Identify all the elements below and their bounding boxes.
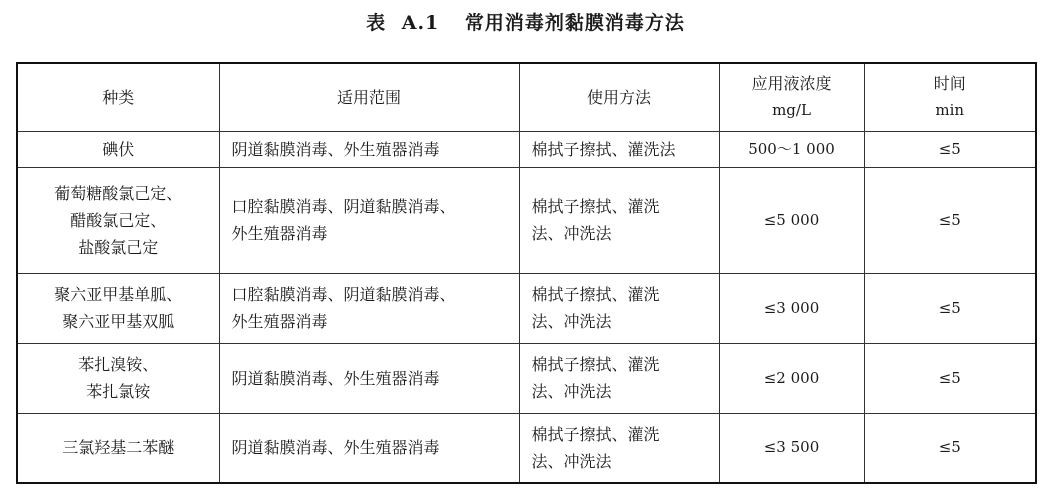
table-row xyxy=(17,131,1036,167)
time-cell: ≤5 xyxy=(864,167,1036,273)
header-time-label: 时间 xyxy=(933,74,966,94)
method-cell-line: 棉拭子擦拭、灌洗 xyxy=(531,285,660,304)
table-row xyxy=(17,413,1036,483)
table-body xyxy=(17,131,1036,483)
time-cell: ≤5 xyxy=(864,273,1036,343)
method-cell-line: 棉拭子擦拭、灌洗 xyxy=(531,424,660,444)
method-cell xyxy=(519,343,719,413)
kind-cell xyxy=(17,131,219,167)
concentration-cell: ≤3 500 xyxy=(719,413,864,483)
scope-cell-line: 外生殖器消毒 xyxy=(231,224,328,243)
header-scope: 适用范围 xyxy=(219,63,519,131)
method-cell xyxy=(519,273,719,343)
scope-cell-line: 阴道黏膜消毒、外生殖器消毒 xyxy=(231,368,440,388)
table-row xyxy=(17,167,1036,273)
kind-cell-line: 三氯羟基二苯醚 xyxy=(62,438,175,458)
kind-cell-line: 碘伏 xyxy=(102,139,135,159)
kind-cell-line: 聚六亚甲基双胍 xyxy=(62,312,175,331)
method-cell-line: 法、冲洗法 xyxy=(531,451,612,471)
method-cell-line: 棉拭子擦拭、灌洗 xyxy=(531,197,660,216)
header-concentration xyxy=(719,63,864,131)
method-cell-line: 法、冲洗法 xyxy=(531,382,612,401)
header-row xyxy=(17,63,1036,131)
scope-cell xyxy=(219,343,519,413)
method-cell xyxy=(519,167,719,273)
kind-cell-line: 醋酸氯己定、 xyxy=(70,210,167,230)
kind-cell xyxy=(17,413,219,483)
table-title-prefix: 表 xyxy=(366,12,387,34)
scope-cell xyxy=(219,413,519,483)
concentration-cell: ≤2 000 xyxy=(719,343,864,413)
disinfectant-table xyxy=(16,62,1037,484)
header-time-unit: min xyxy=(935,101,965,120)
table-title xyxy=(0,8,1051,35)
method-cell xyxy=(519,131,719,167)
method-cell-line: 法、冲洗法 xyxy=(531,224,612,243)
kind-cell xyxy=(17,343,219,413)
header-kind: 种类 xyxy=(17,63,219,131)
kind-cell-line: 苯扎氯铵 xyxy=(86,382,151,401)
kind-cell xyxy=(17,273,219,343)
scope-cell xyxy=(219,131,519,167)
concentration-cell: ≤5 000 xyxy=(719,167,864,273)
header-concentration-label: 应用液浓度 xyxy=(751,74,832,94)
scope-cell-line: 阴道黏膜消毒、外生殖器消毒 xyxy=(231,139,440,159)
header-time xyxy=(864,63,1036,131)
table-row xyxy=(17,273,1036,343)
method-cell-line: 棉拭子擦拭、灌洗 xyxy=(531,355,660,374)
time-cell: ≤5 xyxy=(864,413,1036,483)
time-cell: ≤5 xyxy=(864,131,1036,167)
method-cell xyxy=(519,413,719,483)
method-cell-line: 法、冲洗法 xyxy=(531,312,612,331)
kind-cell-line: 葡萄糖酸氯己定、 xyxy=(54,183,183,203)
method-cell-line: 棉拭子擦拭、灌洗法 xyxy=(531,139,676,159)
kind-cell-line: 盐酸氯己定 xyxy=(78,237,159,257)
concentration-cell: ≤3 000 xyxy=(719,273,864,343)
header-concentration-unit: mg/L xyxy=(772,101,811,120)
table-title-text: 常用消毒剂黏膜消毒方法 xyxy=(464,12,685,34)
kind-cell-line: 聚六亚甲基单胍、 xyxy=(54,285,183,304)
kind-cell xyxy=(17,167,219,273)
scope-cell-line: 口腔黏膜消毒、阴道黏膜消毒、 xyxy=(231,197,456,216)
scope-cell xyxy=(219,273,519,343)
scope-cell-line: 阴道黏膜消毒、外生殖器消毒 xyxy=(231,438,440,458)
scope-cell-line: 外生殖器消毒 xyxy=(231,312,328,331)
concentration-cell: 500～1 000 xyxy=(719,131,864,167)
time-cell: ≤5 xyxy=(864,343,1036,413)
scope-cell-line: 口腔黏膜消毒、阴道黏膜消毒、 xyxy=(231,285,456,304)
table-row xyxy=(17,343,1036,413)
table-title-number: A.1 xyxy=(401,12,440,34)
kind-cell-line: 苯扎溴铵、 xyxy=(78,355,159,374)
header-method: 使用方法 xyxy=(519,63,719,131)
scope-cell xyxy=(219,167,519,273)
